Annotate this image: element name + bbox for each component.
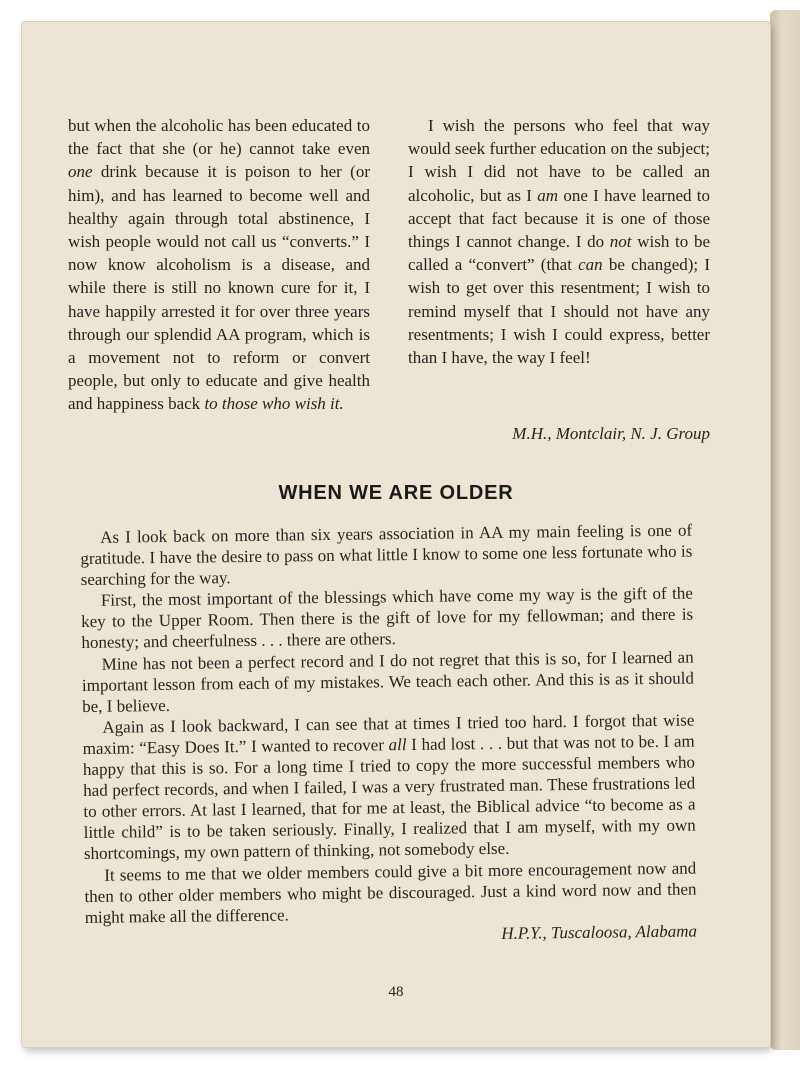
article-title: WHEN WE ARE OLDER xyxy=(278,482,514,504)
emphasis: can xyxy=(578,255,603,275)
text-run: but when the alcoholic has been educated to the fact that she (or he) cannot take even xyxy=(68,116,370,159)
emphasis: all xyxy=(388,734,407,755)
left-column xyxy=(68,114,370,416)
article-body xyxy=(80,520,697,949)
emphasis: not xyxy=(609,232,632,252)
text-run: drink because it is poison to her (or him), and has learned to become well and healthy again through total abstinence, I wish people would not call us “converts.” I now know alcoholism is a disease, and while there is still no known cure for it, I have happily arrested it for over three years through our splendid AA program, which is a movement not to reform or convert people, but only to educate and give health and happiness back xyxy=(68,162,370,414)
left-column-paragraph xyxy=(68,114,370,416)
text-run: wish to be called a “convert” (that xyxy=(408,232,710,275)
emphasis: am xyxy=(537,185,559,205)
article-paragraph: As I look back on more than six years association in AA my main feeling is one of gratitude. I have the desire to pass on what little I know to some one less fortunate who is searching for the way. xyxy=(80,520,693,590)
book-page xyxy=(22,22,770,1047)
article-paragraph: First, the most important of the blessings which have come my way is the gift of the key to the Upper Room. Then there is the gift of love for my fellowman; and there is honesty; and cheerfulness . . . there are others. xyxy=(81,583,694,653)
next-page-edge xyxy=(770,10,800,1050)
text-run: I had lost . . . but that was not to be. I am happy that this is so. For a long time I tried to copy the more successful members who had perfect records, and when I failed, I was a very frustrated man. These frustrations led to other errors. At last I learned, that for me at least, the Biblical advice “to become as a little child” is to be taken seriously. Finally, I realized that I am myself, with my own shortcomings, my own pattern of thinking, not somebody else. xyxy=(82,731,696,864)
right-column xyxy=(408,114,710,369)
text-run: Again as I look backward, I can see that at times I tried too hard. I forgot that wise maxim: “Easy Does It.” I wanted to recover xyxy=(82,710,695,758)
article-paragraph: Mine has not been a perfect record and I do not regret that this is so, for I learned an important lesson from each of my mistakes. We teach each other. And this is as it should be, I believe. xyxy=(81,647,695,716)
emphasis: one xyxy=(68,162,93,182)
article-paragraph: It seems to me that we older members could give a bit more encouragement now and then to other older members who might be discouraged. Just a kind word now and then might make all the difference. xyxy=(84,857,697,927)
emphasis: to those who wish it. xyxy=(204,394,344,414)
signature-montclair: M.H., Montclair, N. J. Group xyxy=(512,424,710,443)
page-number: 48 xyxy=(388,984,404,1000)
signature-tuscaloosa: H.P.Y., Tuscaloosa, Alabama xyxy=(501,921,698,943)
right-column-paragraph xyxy=(408,114,710,369)
text-run: I wish the persons who feel that way would seek further education on the subject; I wish I did not have to be called an alcoholic, but as I xyxy=(408,116,710,205)
text-run: be changed); I wish to get over this resentment; I wish to remind myself that I should not have any resentments; I wish I could express, better than I have, the way I feel! xyxy=(408,255,710,368)
text-run: one I have learned to accept that fact because it is one of those things I cannot change. I do xyxy=(408,185,710,252)
article-paragraph xyxy=(82,709,696,864)
